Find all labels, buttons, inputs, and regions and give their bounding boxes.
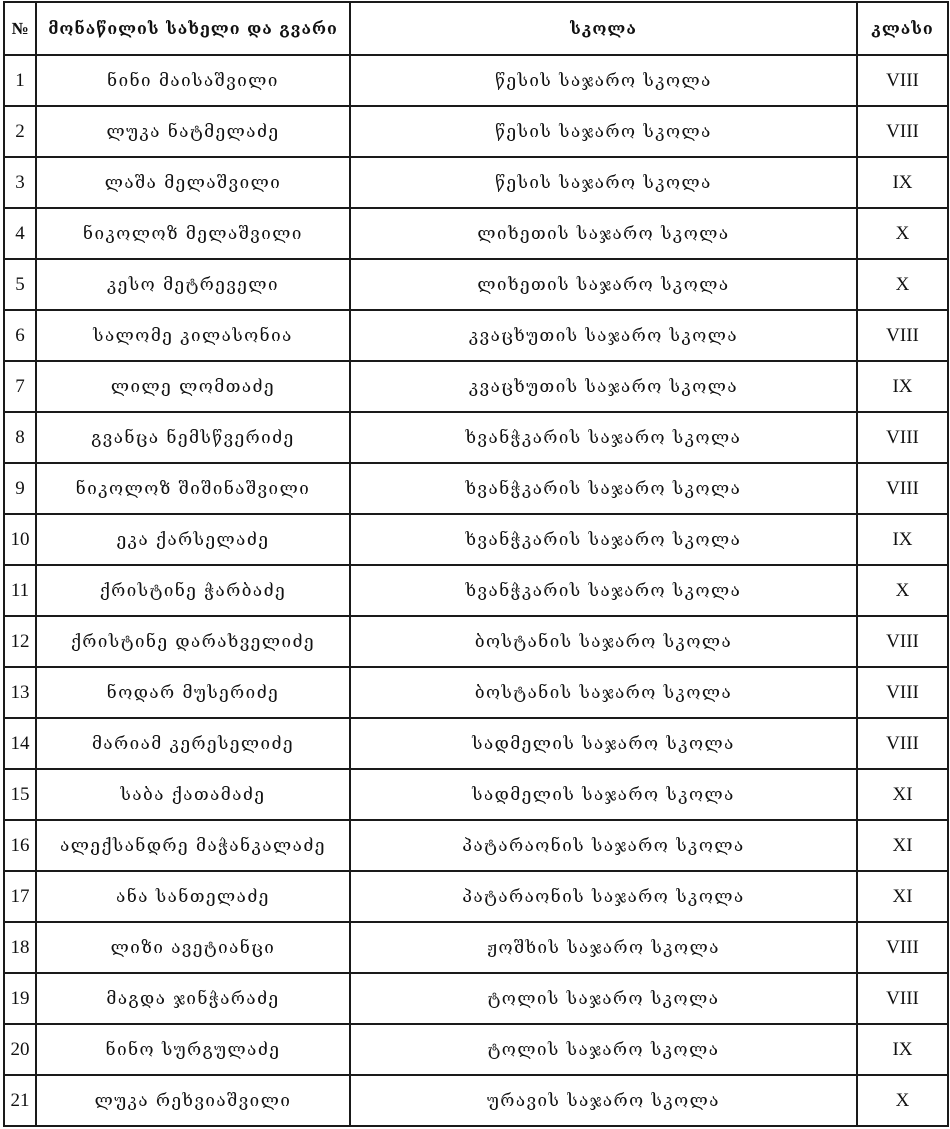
cell-number: 11 (4, 565, 36, 616)
cell-name: კესო მეტრეველი (36, 259, 350, 310)
cell-name: ლაშა მელაშვილი (36, 157, 350, 208)
cell-name: ანა სანთელაძე (36, 871, 350, 922)
table-row (4, 871, 948, 922)
cell-name: ნიკოლოზ მელაშვილი (36, 208, 350, 259)
cell-school: სადმელის საჯარო სკოლა (350, 769, 857, 820)
participants-table (3, 1, 949, 1127)
cell-grade: IX (857, 514, 948, 565)
header-number: № (4, 2, 36, 55)
cell-grade: X (857, 208, 948, 259)
table-row (4, 514, 948, 565)
cell-school: კვაცხუთის საჯარო სკოლა (350, 361, 857, 412)
cell-number: 19 (4, 973, 36, 1024)
cell-number: 3 (4, 157, 36, 208)
cell-grade: VIII (857, 310, 948, 361)
cell-school: ტოლის საჯარო სკოლა (350, 973, 857, 1024)
cell-school: ხვანჭკარის საჯარო სკოლა (350, 463, 857, 514)
cell-number: 12 (4, 616, 36, 667)
cell-school: წესის საჯარო სკოლა (350, 106, 857, 157)
cell-grade: IX (857, 1024, 948, 1075)
cell-number: 15 (4, 769, 36, 820)
cell-name: ნოდარ მუსერიძე (36, 667, 350, 718)
cell-name: ნინო სურგულაძე (36, 1024, 350, 1075)
cell-name: ნიკოლოზ შიშინაშვილი (36, 463, 350, 514)
cell-grade: X (857, 1075, 948, 1126)
cell-grade: IX (857, 157, 948, 208)
table-row (4, 412, 948, 463)
cell-grade: XI (857, 820, 948, 871)
cell-school: წესის საჯარო სკოლა (350, 157, 857, 208)
cell-grade: VIII (857, 412, 948, 463)
table-row (4, 361, 948, 412)
table-row (4, 1024, 948, 1075)
cell-school: ხვანჭკარის საჯარო სკოლა (350, 514, 857, 565)
cell-school: პატარაონის საჯარო სკოლა (350, 820, 857, 871)
cell-grade: VIII (857, 463, 948, 514)
cell-number: 17 (4, 871, 36, 922)
cell-grade: VIII (857, 55, 948, 106)
cell-school: პატარაონის საჯარო სკოლა (350, 871, 857, 922)
cell-grade: VIII (857, 718, 948, 769)
table-row (4, 616, 948, 667)
cell-grade: VIII (857, 973, 948, 1024)
table-row (4, 259, 948, 310)
cell-grade: X (857, 565, 948, 616)
table-row (4, 820, 948, 871)
table-body (4, 55, 948, 1126)
cell-number: 7 (4, 361, 36, 412)
cell-school: ლიხეთის საჯარო სკოლა (350, 259, 857, 310)
cell-grade: XI (857, 871, 948, 922)
cell-number: 14 (4, 718, 36, 769)
cell-grade: VIII (857, 922, 948, 973)
cell-number: 21 (4, 1075, 36, 1126)
cell-name: ეკა ქარსელაძე (36, 514, 350, 565)
cell-grade: VIII (857, 667, 948, 718)
cell-number: 1 (4, 55, 36, 106)
cell-name: მარიამ კერესელიძე (36, 718, 350, 769)
table-row (4, 769, 948, 820)
cell-name: ლუკა ნატმელაძე (36, 106, 350, 157)
header-school: სკოლა (350, 2, 857, 55)
cell-number: 5 (4, 259, 36, 310)
cell-school: წესის საჯარო სკოლა (350, 55, 857, 106)
cell-school: ტოლის საჯარო სკოლა (350, 1024, 857, 1075)
cell-number: 20 (4, 1024, 36, 1075)
cell-school: სადმელის საჯარო სკოლა (350, 718, 857, 769)
table-row (4, 157, 948, 208)
cell-school: ხვანჭკარის საჯარო სკოლა (350, 412, 857, 463)
cell-school: ურავის საჯარო სკოლა (350, 1075, 857, 1126)
cell-grade: IX (857, 361, 948, 412)
cell-name: საბა ქათამაძე (36, 769, 350, 820)
cell-number: 4 (4, 208, 36, 259)
cell-name: ქრისტინე ჭარბაძე (36, 565, 350, 616)
cell-grade: VIII (857, 106, 948, 157)
cell-name: ლუკა რეხვიაშვილი (36, 1075, 350, 1126)
table-row (4, 565, 948, 616)
cell-name: სალომე კილასონია (36, 310, 350, 361)
cell-number: 6 (4, 310, 36, 361)
cell-number: 10 (4, 514, 36, 565)
table-row (4, 55, 948, 106)
cell-name: ქრისტინე დარახველიძე (36, 616, 350, 667)
header-grade: კლასი (857, 2, 948, 55)
cell-grade: VIII (857, 616, 948, 667)
cell-number: 2 (4, 106, 36, 157)
cell-name: ლილე ლომთაძე (36, 361, 350, 412)
cell-number: 16 (4, 820, 36, 871)
table-row (4, 208, 948, 259)
cell-school: ჟოშხის საჯარო სკოლა (350, 922, 857, 973)
cell-number: 18 (4, 922, 36, 973)
cell-school: ხვანჭკარის საჯარო სკოლა (350, 565, 857, 616)
cell-number: 9 (4, 463, 36, 514)
cell-number: 8 (4, 412, 36, 463)
table-row (4, 463, 948, 514)
table-row (4, 1075, 948, 1126)
table-row (4, 973, 948, 1024)
cell-school: ბოსტანის საჯარო სკოლა (350, 616, 857, 667)
cell-school: კვაცხუთის საჯარო სკოლა (350, 310, 857, 361)
cell-name: გვანცა ნემსწვერიძე (36, 412, 350, 463)
cell-grade: X (857, 259, 948, 310)
cell-number: 13 (4, 667, 36, 718)
header-row (4, 2, 948, 55)
table-row (4, 922, 948, 973)
cell-name: ნინი მაისაშვილი (36, 55, 350, 106)
cell-name: მაგდა ჯინჭარაძე (36, 973, 350, 1024)
cell-grade: XI (857, 769, 948, 820)
table-row (4, 106, 948, 157)
cell-school: ბოსტანის საჯარო სკოლა (350, 667, 857, 718)
table-row (4, 310, 948, 361)
table-row (4, 667, 948, 718)
table-row (4, 718, 948, 769)
cell-school: ლიხეთის საჯარო სკოლა (350, 208, 857, 259)
cell-name: ლიზი ავეტიანცი (36, 922, 350, 973)
table-header (4, 2, 948, 55)
cell-name: ალექსანდრე მაჭანკალაძე (36, 820, 350, 871)
header-name: მონაწილის სახელი და გვარი (36, 2, 350, 55)
